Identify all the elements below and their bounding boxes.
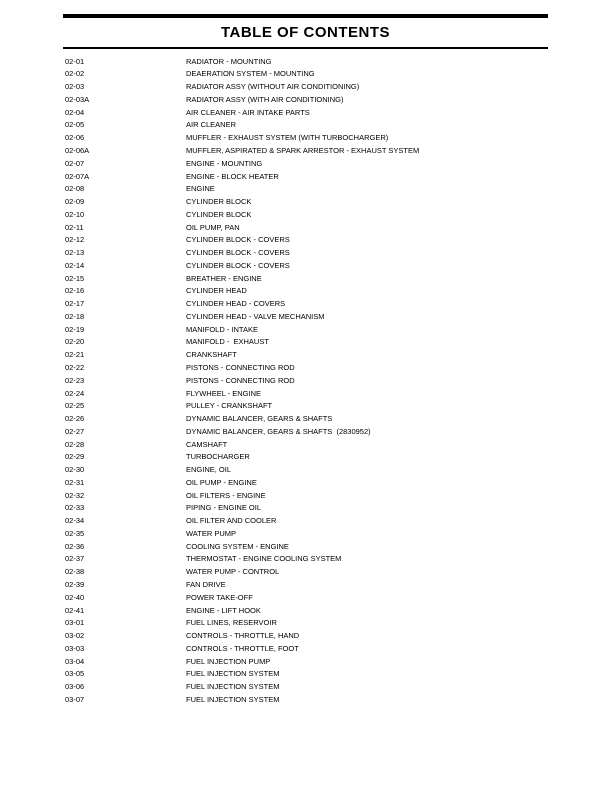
toc-row [65, 476, 572, 489]
toc-entry-title: CYLINDER BLOCK [186, 197, 252, 207]
toc-entry-code: 03-01 [65, 618, 85, 628]
toc-row [65, 617, 572, 630]
toc-entry-title: DYNAMIC BALANCER, GEARS & SHAFTS (2830952) [186, 426, 371, 436]
toc-entry-code: 03-06 [65, 682, 85, 692]
toc-row [65, 298, 572, 311]
toc-entry-title: DEAERATION SYSTEM - MOUNTING [186, 69, 315, 79]
page-header [63, 14, 548, 49]
toc-entry-code: 03-02 [65, 631, 85, 641]
toc-entry-title: FAN DRIVE [186, 580, 226, 590]
toc-entry-code: 02-30 [65, 465, 85, 475]
toc-entry-code: 02-07A [65, 171, 90, 181]
toc-list [65, 55, 572, 706]
toc-entry-code: 02-06A [65, 145, 90, 155]
toc-entry-title: CYLINDER BLOCK - COVERS [186, 260, 290, 270]
toc-entry-code: 02-06 [65, 133, 85, 143]
toc-entry-code: 02-19 [65, 324, 85, 334]
toc-row [65, 578, 572, 591]
toc-entry-title: RADIATOR ASSY (WITH AIR CONDITIONING) [186, 94, 344, 104]
toc-row [65, 412, 572, 425]
toc-entry-code: 02-15 [65, 273, 85, 283]
toc-entry-title: FUEL INJECTION SYSTEM [186, 669, 280, 679]
toc-row [65, 591, 572, 604]
toc-entry-title: OIL PUMP, PAN [186, 222, 240, 232]
toc-entry-title: CYLINDER BLOCK - COVERS [186, 235, 290, 245]
toc-row [65, 259, 572, 272]
toc-entry-title: RADIATOR ASSY (WITHOUT AIR CONDITIONING) [186, 82, 360, 92]
toc-entry-title: OIL FILTER AND COOLER [186, 516, 277, 526]
toc-entry-title: ENGINE - LIFT HOOK [186, 605, 261, 615]
toc-row [65, 400, 572, 413]
toc-entry-code: 02-18 [65, 311, 85, 321]
toc-entry-code: 02-12 [65, 235, 85, 245]
toc-entry-title: FUEL LINES, RESERVOIR [186, 618, 277, 628]
toc-row [65, 515, 572, 528]
toc-entry-code: 02-03A [65, 94, 90, 104]
toc-entry-code: 02-03 [65, 82, 85, 92]
toc-row [65, 604, 572, 617]
toc-entry-code: 03-05 [65, 669, 85, 679]
toc-entry-title: POWER TAKE-OFF [186, 592, 253, 602]
toc-row [65, 68, 572, 81]
toc-entry-title: PISTONS - CONNECTING ROD [186, 363, 295, 372]
toc-entry-title: PULLEY - CRANKSHAFT [186, 401, 273, 411]
toc-row [65, 157, 572, 170]
toc-entry-code: 02-33 [65, 503, 85, 513]
toc-entry-code: 02-04 [65, 107, 85, 117]
toc-entry-code: 02-22 [65, 363, 85, 372]
toc-row [65, 132, 572, 145]
toc-row [65, 183, 572, 196]
toc-entry-code: 02-20 [65, 337, 85, 347]
toc-row [65, 464, 572, 477]
toc-row [65, 246, 572, 259]
toc-entry-code: 02-11 [65, 222, 84, 232]
toc-entry-code: 02-09 [65, 197, 85, 207]
toc-entry-title: PISTONS - CONNECTING ROD [186, 375, 295, 385]
toc-row [65, 629, 572, 642]
toc-entry-title: CRANKSHAFT [186, 350, 237, 360]
toc-entry-title: ENGINE, OIL [186, 465, 232, 475]
toc-row [65, 527, 572, 540]
toc-entry-title: THERMOSTAT - ENGINE COOLING SYSTEM [186, 554, 342, 564]
toc-row [65, 144, 572, 157]
toc-entry-code: 02-39 [65, 580, 85, 590]
toc-entry-code: 02-27 [65, 426, 85, 436]
toc-entry-title: COOLING SYSTEM - ENGINE [186, 541, 289, 551]
toc-entry-code: 02-16 [65, 286, 85, 296]
toc-entry-title: FUEL INJECTION SYSTEM [186, 682, 280, 692]
toc-row [65, 106, 572, 119]
toc-row [65, 438, 572, 451]
toc-entry-code: 02-37 [65, 554, 85, 564]
toc-entry-title: FLYWHEEL - ENGINE [186, 388, 262, 398]
toc-row [65, 195, 572, 208]
toc-entry-code: 02-26 [65, 414, 85, 424]
toc-entry-code: 02-13 [65, 248, 85, 258]
toc-entry-title: OIL PUMP - ENGINE [186, 477, 257, 487]
toc-entry-code: 02-10 [65, 209, 85, 219]
toc-entry-code: 02-08 [65, 184, 85, 194]
toc-entry-title: CYLINDER BLOCK - COVERS [186, 248, 290, 258]
toc-row [65, 553, 572, 566]
toc-row [65, 55, 572, 68]
toc-entry-title: ENGINE - MOUNTING [186, 158, 263, 168]
toc-entry-code: 03-03 [65, 643, 85, 653]
toc-row [65, 81, 572, 94]
toc-entry-code: 02-07 [65, 158, 85, 168]
toc-row [65, 349, 572, 362]
page-title: TABLE OF CONTENTS [220, 24, 391, 41]
toc-entry-code: 02-23 [65, 375, 85, 385]
toc-row [65, 93, 572, 106]
toc-entry-title: OIL FILTERS - ENGINE [186, 490, 266, 500]
toc-row [65, 502, 572, 515]
toc-entry-title: CYLINDER BLOCK [186, 209, 252, 219]
toc-entry-title: BREATHER - ENGINE [186, 273, 262, 283]
toc-entry-code: 02-41 [65, 605, 85, 615]
toc-entry-title: MUFFLER, ASPIRATED & SPARK ARRESTOR - EXHAUST SYSTEM [186, 145, 420, 155]
toc-row [65, 310, 572, 323]
toc-entry-title: TURBOCHARGER [186, 452, 250, 462]
toc-row [65, 234, 572, 247]
toc-entry-code: 02-24 [65, 388, 85, 398]
toc-entry-code: 02-38 [65, 567, 85, 577]
toc-row [65, 285, 572, 298]
toc-entry-title: RADIATOR - MOUNTING [186, 56, 272, 66]
toc-entry-title: FUEL INJECTION SYSTEM [186, 694, 280, 704]
toc-entry-title: CYLINDER HEAD [186, 286, 247, 296]
toc-entry-title: WATER PUMP [186, 528, 236, 538]
toc-entry-code: 02-17 [65, 299, 85, 309]
toc-row [65, 425, 572, 438]
toc-row [65, 170, 572, 183]
toc-entry-code: 02-32 [65, 490, 85, 500]
toc-row [65, 451, 572, 464]
toc-entry-title: CONTROLS - THROTTLE, FOOT [186, 643, 299, 653]
toc-entry-code: 02-34 [65, 516, 85, 526]
toc-entry-code: 02-01 [65, 56, 85, 66]
toc-entry-title: MANIFOLD - EXHAUST [186, 337, 269, 347]
toc-entry-code: 02-35 [65, 528, 85, 538]
toc-row [65, 642, 572, 655]
toc-row [65, 323, 572, 336]
toc-entry-title: MUFFLER - EXHAUST SYSTEM (WITH TURBOCHARGER) [186, 133, 389, 143]
toc-row [65, 566, 572, 579]
toc-entry-title: AIR CLEANER [186, 120, 237, 130]
toc-row [65, 668, 572, 681]
toc-entry-title: MANIFOLD - INTAKE [186, 324, 258, 334]
toc-entry-code: 02-21 [65, 350, 85, 360]
toc-entry-title: ENGINE [186, 184, 215, 194]
toc-entry-title: PIPING - ENGINE OIL [186, 503, 262, 513]
toc-entry-code: 02-28 [65, 439, 85, 449]
toc-row [65, 655, 572, 668]
toc-row [65, 489, 572, 502]
toc-row [65, 119, 572, 132]
toc-entry-title: CAMSHAFT [186, 439, 228, 449]
toc-entry-code: 02-31 [65, 477, 85, 487]
toc-row [65, 208, 572, 221]
toc-entry-code: 03-04 [65, 656, 85, 666]
toc-entry-title: ENGINE - BLOCK HEATER [186, 171, 279, 181]
toc-row [65, 693, 572, 706]
toc-entry-code: 02-29 [65, 452, 85, 462]
toc-entry-title: CONTROLS - THROTTLE, HAND [186, 631, 300, 641]
toc-entry-title: DYNAMIC BALANCER, GEARS & SHAFTS [186, 414, 333, 424]
toc-row [65, 681, 572, 694]
toc-entry-title: CYLINDER HEAD - VALVE MECHANISM [186, 311, 325, 321]
toc-row [65, 540, 572, 553]
toc-entry-code: 02-40 [65, 592, 85, 602]
toc-row [65, 221, 572, 234]
toc-entry-code: 02-05 [65, 120, 85, 130]
toc-entry-title: AIR CLEANER - AIR INTAKE PARTS [186, 107, 310, 117]
toc-entry-code: 02-36 [65, 541, 85, 551]
toc-row [65, 387, 572, 400]
toc-row [65, 374, 572, 387]
toc-row [65, 272, 572, 285]
toc-row [65, 336, 572, 349]
toc-entry-code: 02-02 [65, 69, 85, 79]
toc-entry-code: 03-07 [65, 694, 85, 704]
toc-entry-title: CYLINDER HEAD - COVERS [186, 299, 286, 309]
toc-row [65, 361, 572, 374]
toc-entry-title: FUEL INJECTION PUMP [186, 656, 271, 666]
toc-entry-title: WATER PUMP - CONTROL [186, 567, 280, 577]
toc-entry-code: 02-14 [65, 260, 85, 270]
toc-entry-code: 02-25 [65, 401, 85, 411]
